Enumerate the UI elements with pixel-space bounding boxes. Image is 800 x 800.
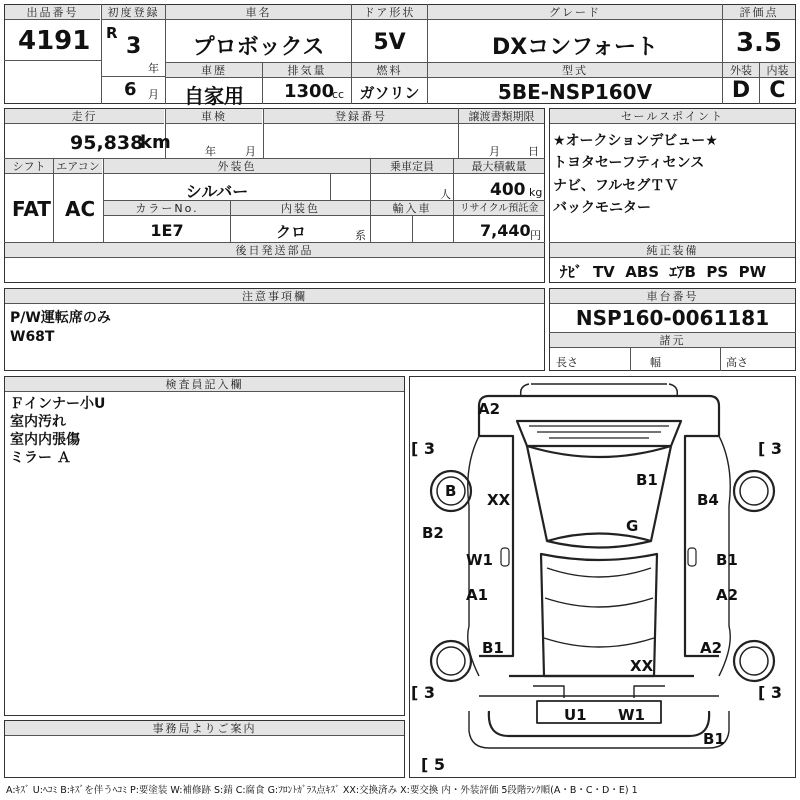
office-label: 事務局よりご案内 [5, 721, 404, 736]
history: 自家用 [184, 84, 244, 108]
car-damage-diagram [409, 376, 796, 778]
damage-b4: B4 [697, 491, 719, 509]
car-name-label: 車名 [166, 5, 351, 20]
damage-xx-rear: XX [630, 657, 654, 675]
caution-line-1: P/W運転席のみ [10, 310, 111, 326]
transfer-day: 日 [528, 145, 539, 158]
interior-label: 内装 [760, 63, 795, 78]
damage-w1-left: W1 [466, 551, 493, 569]
damage-w1-rear: W1 [618, 706, 645, 724]
shift: FAT [12, 197, 51, 221]
interior-color-unit: 系 [355, 229, 366, 242]
damage-a2-front: A2 [478, 400, 501, 418]
width-label: 幅 [650, 356, 661, 369]
exterior-label: 外装 [723, 63, 759, 78]
damage-b1-right: B1 [716, 551, 738, 569]
damage-b-left-wheel: B [445, 482, 457, 500]
exterior-color: シルバー [185, 182, 249, 201]
color-no: 1E7 [150, 221, 184, 240]
inspection-month-unit: 月 [245, 145, 256, 158]
tyre-tl: [ 3 [411, 439, 436, 458]
grade-label: グレード [428, 5, 722, 20]
recycle: 7,440 [480, 221, 531, 240]
inspector-line-1: Ｆインナー小U [10, 396, 106, 412]
load-unit: kg [529, 186, 543, 199]
exterior-grade: D [731, 78, 751, 103]
inspector-label: 検査員記入欄 [5, 377, 404, 392]
import-label: 輸入車 [371, 201, 453, 216]
color-no-label: カラーNo. [104, 201, 230, 216]
sales-line-1: ★オークションデビュー★ [553, 133, 718, 149]
capacity-label: 乗車定員 [371, 159, 453, 174]
damage-b1-left: B1 [482, 639, 504, 657]
transfer-label: 譲渡書類期限 [459, 109, 544, 124]
reg-year: 3 [126, 34, 142, 59]
car-name: プロボックス [192, 35, 325, 60]
shift-label: シフト [5, 159, 53, 174]
reg-month: 6 [124, 79, 137, 100]
inspector-line-4: ミラー Ａ [10, 450, 71, 466]
recycle-label: リサイクル預託金 [454, 201, 544, 216]
inspection-label: 車検 [166, 109, 262, 124]
height-label: 高さ [726, 356, 748, 369]
mileage-unit: km [140, 132, 171, 153]
history-label: 車歴 [166, 63, 262, 78]
damage-u1: U1 [564, 706, 587, 724]
ac: AC [65, 197, 96, 221]
tyre-spare: [ 5 [421, 755, 446, 774]
fuel-label: 燃料 [352, 63, 427, 78]
equipment-label: 純正装備 [550, 243, 795, 258]
lot-no: 4191 [18, 26, 91, 56]
model: 5BE-NSP160V [497, 80, 653, 104]
damage-xx-left: XX [487, 491, 511, 509]
tyre-br: [ 3 [758, 683, 783, 702]
era: R [106, 24, 118, 42]
tyre-tr: [ 3 [758, 439, 783, 458]
damage-a2-rear: A2 [700, 639, 723, 657]
transfer-month: 月 [489, 145, 500, 158]
load: 400 [490, 180, 526, 200]
lot-no-label: 出品番号 [5, 5, 100, 20]
model-label: 型式 [428, 63, 722, 78]
year-unit: 年 [148, 62, 159, 75]
chassis-number: NSP160-0061181 [575, 306, 770, 330]
reg-no-label: 登録番号 [264, 109, 458, 124]
spec-label: 諸元 [550, 333, 795, 348]
damage-a2-right: A2 [716, 586, 739, 604]
door-label: ドア形状 [352, 5, 427, 20]
color-label: 外装色 [104, 159, 370, 174]
fuel: ガソリン [359, 84, 420, 102]
sales-line-4: バックモニター [553, 200, 651, 216]
grade: DXコンフォート [491, 35, 659, 60]
later-parts-label: 後日発送部品 [5, 243, 544, 258]
score-label: 評価点 [723, 5, 795, 20]
load-label: 最大積載量 [454, 159, 544, 174]
chassis-label: 車台番号 [550, 289, 795, 304]
recycle-unit: 円 [530, 229, 541, 242]
caution-label: 注意事項欄 [5, 289, 544, 304]
damage-b2: B2 [422, 524, 444, 542]
damage-g: G [626, 517, 639, 535]
inspector-line-3: 室内内張傷 [10, 432, 80, 448]
inspector-line-2: 室内汚れ [10, 414, 66, 430]
caution-line-2: W68T [10, 329, 55, 345]
length-label: 長さ [556, 356, 578, 369]
displacement-unit: cc [332, 88, 345, 101]
interior-grade: C [769, 78, 786, 103]
displacement-label: 排気量 [263, 63, 351, 78]
sales-point-label: セールスポイント [550, 109, 795, 124]
equipment-items: ﾅﾋﾞ TV ABS ｴｱB PS PW [560, 263, 767, 281]
capacity-unit: 人 [440, 188, 451, 201]
damage-a1-left: A1 [466, 586, 489, 604]
inspection-year-unit: 年 [205, 145, 216, 158]
interior-color: クロ [275, 223, 306, 241]
mileage: 95,838 [70, 132, 144, 154]
displacement: 1300 [284, 81, 335, 102]
legend: A:ｷｽﾞ U:ﾍｺﾐ B:ｷｽﾞを伴うﾍｺﾐ P:要塗装 W:補修跡 S:錆 C:腐食 G:ﾌﾛﾝﾄｶﾞﾗｽ点ｷｽﾞ XX:交換済み X:要交換 内・外装評価 5段階ﾗﾝｸ順(A・B・C・D・E) 1 [6, 785, 638, 796]
sales-line-2: トヨタセーフティセンス [553, 155, 705, 171]
damage-b1-roof: B1 [636, 471, 658, 489]
first-reg-label: 初度登録 [102, 5, 165, 20]
sales-line-3: ナビ、フルセグＴＶ [553, 178, 679, 194]
score: 3.5 [735, 28, 783, 58]
interior-color-label: 内装色 [231, 201, 370, 216]
month-unit: 月 [148, 88, 159, 101]
ac-label: エアコン [54, 159, 102, 174]
tyre-bl: [ 3 [411, 683, 436, 702]
damage-b1-bottom: B1 [703, 730, 725, 748]
door: 5V [373, 30, 406, 55]
mileage-label: 走行 [5, 109, 164, 124]
